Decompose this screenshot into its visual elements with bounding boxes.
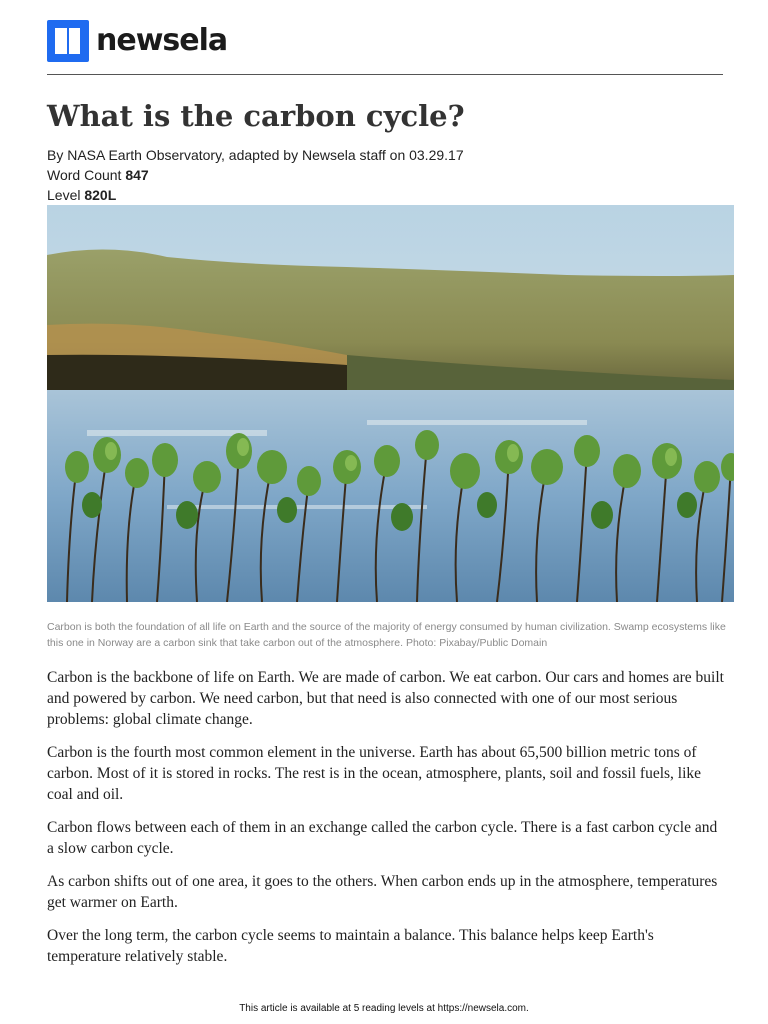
reading-level <box>47 185 116 205</box>
paragraph: Carbon is the backbone of life on Earth. We are made of carbon. We eat carbon. Our cars and homes are built and powered by carbon. We need carbon, but that need is also connected with one of our most serious problems: global climate change. <box>47 669 724 728</box>
word-count-value: 847 <box>125 167 149 183</box>
paragraph: Carbon flows between each of them in an exchange called the carbon cycle. There is a fast carbon cycle and a slow carbon cycle. <box>47 819 718 857</box>
footer-note: This article is available at 5 reading levels at https://newsela.com. <box>239 1003 529 1014</box>
article-title: What is the carbon cycle? <box>47 99 465 133</box>
level-label: Level <box>47 187 81 203</box>
byline: By NASA Earth Observatory, adapted by Newsela staff on 03.29.17 <box>47 147 464 163</box>
header-divider <box>47 74 723 75</box>
level-value: 820L <box>84 187 117 203</box>
newsela-logo-icon <box>47 20 89 62</box>
word-count-label: Word Count <box>47 167 122 183</box>
article-photo <box>47 205 734 602</box>
article-body <box>47 667 727 979</box>
paragraph: As carbon shifts out of one area, it goes to the others. When carbon ends up in the atmosphere, temperatures get warmer on Earth. <box>47 873 718 911</box>
word-count <box>47 165 149 185</box>
brand-name: newsela <box>96 23 228 58</box>
paragraph: Carbon is the fourth most common element in the universe. Earth has about 65,500 billion metric tons of carbon. Most of it is stored in rocks. The rest is in the ocean, atmosphere, plants, soil and fossil fuels, like coal and oil. <box>47 744 702 803</box>
paragraph: Over the long term, the carbon cycle seems to maintain a balance. This balance helps keep Earth's temperature relatively stable. <box>47 927 654 965</box>
photo-caption: Carbon is both the foundation of all life on Earth and the source of the majority of energy consumed by human civilization. Swamp ecosystems like this one in Norway are a carbon sink that take carbon out of the atmosphere. Photo: Pixabay/Public Domain <box>47 621 726 649</box>
newsela-logo[interactable] <box>47 19 227 63</box>
